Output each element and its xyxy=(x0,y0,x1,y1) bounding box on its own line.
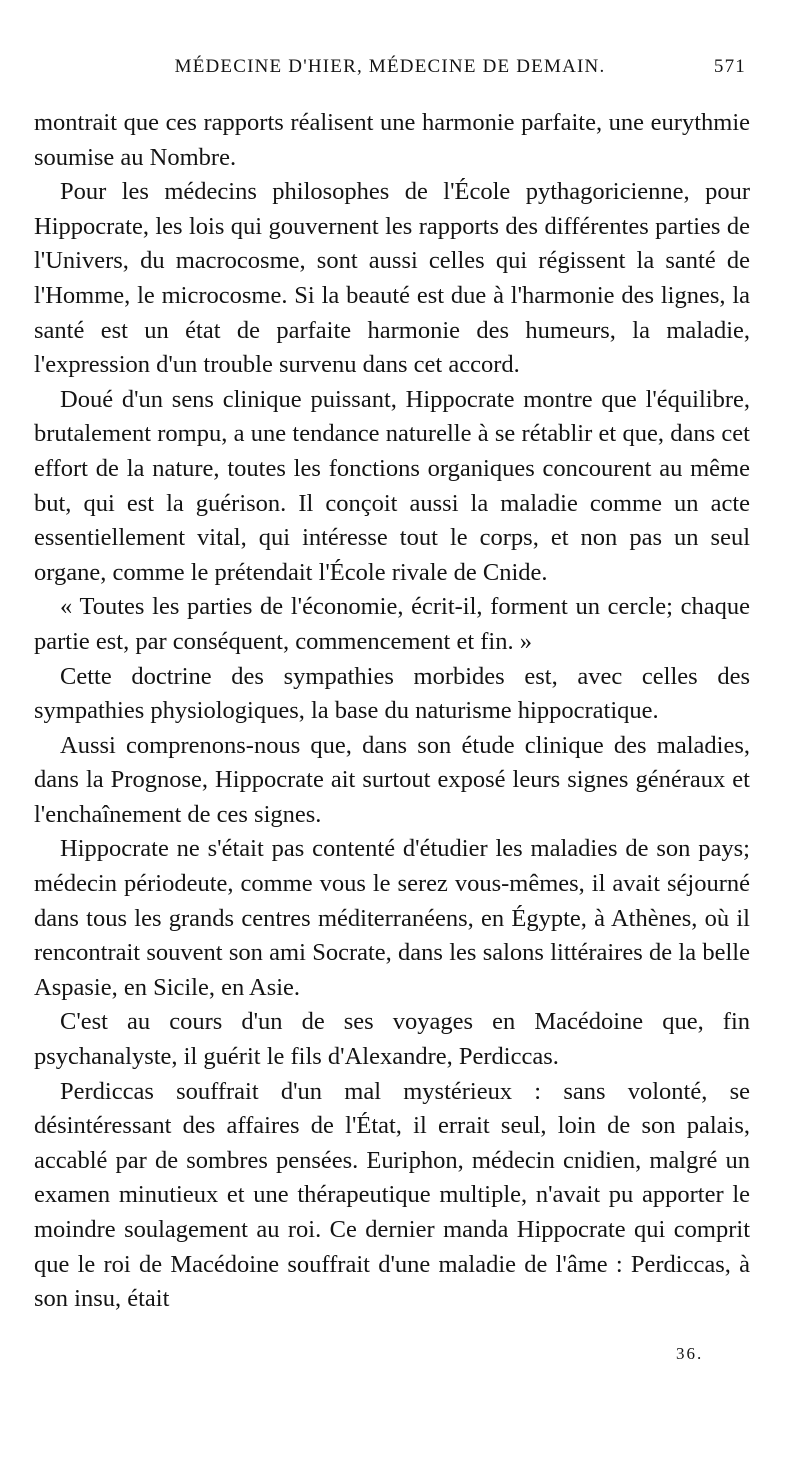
page-number: 571 xyxy=(713,56,746,77)
running-title: MÉDECINE D'HIER, MÉDECINE DE DEMAIN. xyxy=(174,56,606,77)
paragraph: Pour les médecins philosophes de l'École pythagoricienne, pour Hippocrate, les lois qui gouvernent les rapports des différentes parties de l'Univers, du macrocosme, sont aussi celles qui régissent la santé de l'Homme, le microcosme. Si la beauté est due à l'harmonie des lignes, la santé est un état de parfaite harmonie des humeurs, la maladie, l'expression d'un trouble survenu dans cet accord. xyxy=(34,178,750,379)
paragraph: Perdiccas souffrait d'un mal mystérieux : sans volonté, se désintéressant des affaires de l'État, il errait seul, loin de son palais, accablé par de sombres pensées. Euriphon, médecin cnidien, malgré un examen minutieux et une thérapeutique multiple, n'avait pu apporter le moindre soulagement au roi. Ce dernier manda Hippocrate qui comprit que le roi de Macédoine souffrait d'une maladie de l'âme : Perdiccas, à son insu, était xyxy=(34,1077,750,1313)
paragraph: C'est au cours d'un de ses voyages en Macédoine que, fin psychanalyste, il guérit le fils d'Alexandre, Perdiccas. xyxy=(34,1008,750,1071)
paragraph: Aussi comprenons-nous que, dans son étude clinique des maladies, dans la Prognose, Hippocrate ait surtout exposé leurs signes généraux et l'enchaînement de ces signes. xyxy=(34,731,750,828)
quote-paragraph: « Toutes les parties de l'économie, écrit-il, forment un cercle; chaque partie est, par conséquent, commencement et fin. » xyxy=(34,593,750,655)
paragraph: Cette doctrine des sympathies morbides est, avec celles des sympathies physiologiques, la base du naturisme hippocratique. xyxy=(34,662,750,725)
paragraph: Doué d'un sens clinique puissant, Hippocrate montre que l'équilibre, brutalement rompu, a une tendance naturelle à se rétablir et que, dans cet effort de la nature, toutes les fonctions organiques concourent au même but, qui est la guérison. Il conçoit aussi la maladie comme un acte essentiellement vital, qui intéresse tout le corps, et non pas un seul organe, comme le prétendait l'École rivale de Cnide. xyxy=(34,385,750,586)
paragraph: Hippocrate ne s'était pas contenté d'étudier les maladies de son pays; médecin périodeute, comme vous le serez vous-mêmes, il avait séjourné dans tous les grands centres méditerranéens, en Égypte, à Athènes, où il rencontrait souvent son ami Socrate, dans les salons littéraires de la belle Aspasie, en Sicile, en Asie. xyxy=(34,835,750,1001)
page-header xyxy=(34,56,746,90)
paragraph: montrait que ces rapports réalisent une harmonie parfaite, une eurythmie soumise au Nombre. xyxy=(34,109,750,171)
body-text xyxy=(34,106,750,1317)
signature-mark: 36. xyxy=(676,1344,704,1363)
